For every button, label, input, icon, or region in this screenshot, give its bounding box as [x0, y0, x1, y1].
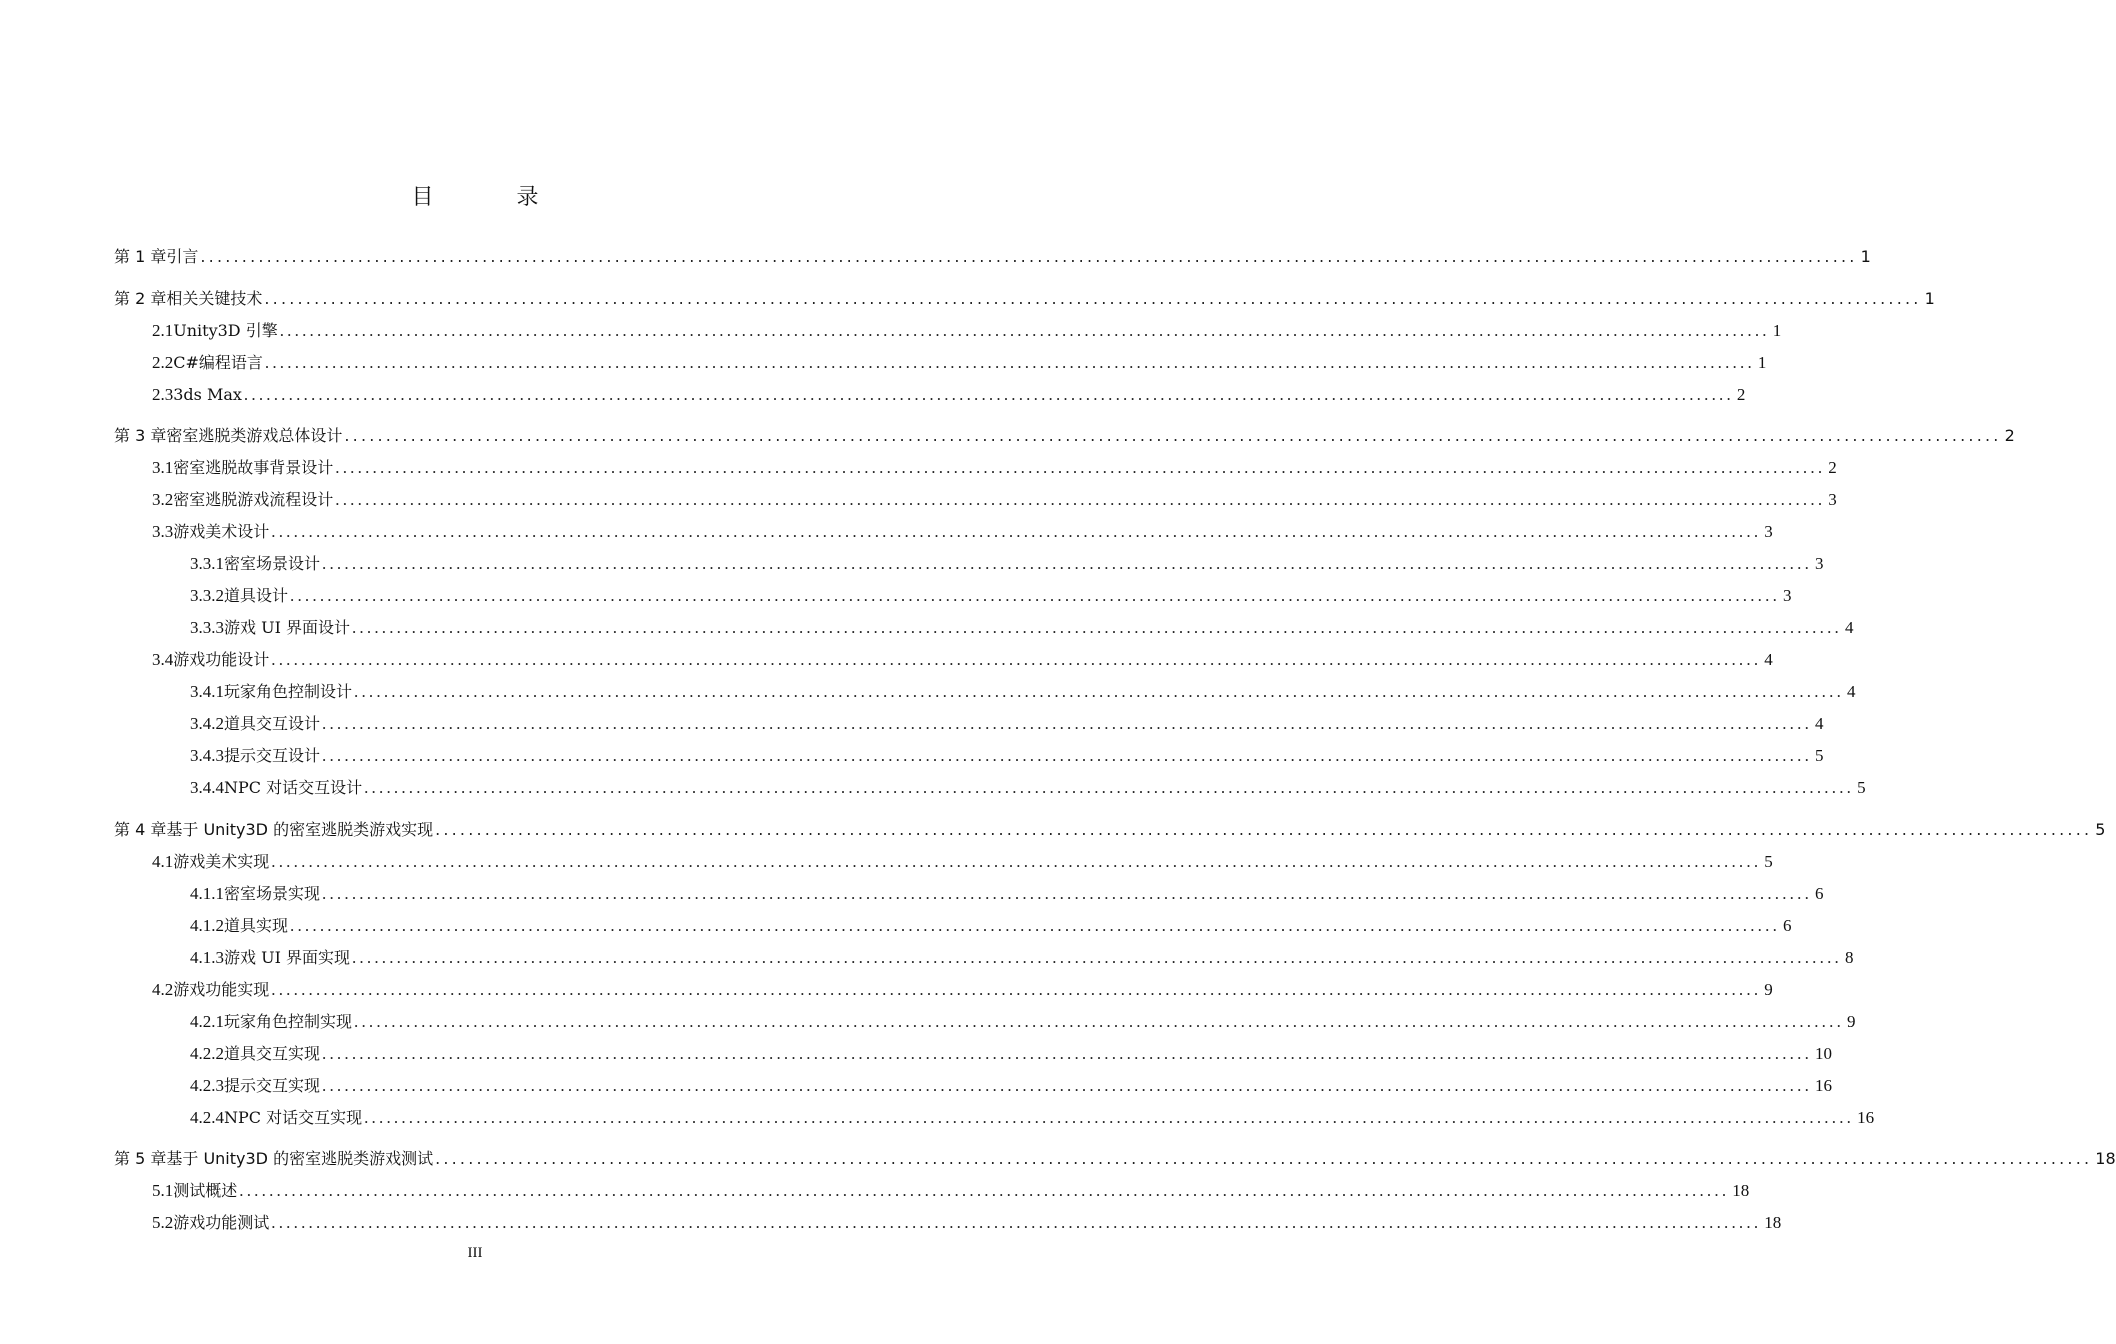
- toc-entry-number: 3.3.3: [190, 618, 224, 637]
- toc-entry-number: 2.2: [152, 352, 174, 372]
- toc-entry-page: 18: [1764, 1213, 1782, 1232]
- toc-entry[interactable]: [190, 1103, 1875, 1133]
- toc-entry-page: 5: [1857, 778, 1866, 797]
- toc-entry[interactable]: [152, 485, 1837, 515]
- toc-entry-page: 3: [1828, 490, 1837, 509]
- toc-entry-number: 4.1.3: [190, 947, 224, 967]
- toc-dot-leader: ........................................................................................................................................................................................................: [351, 618, 1842, 637]
- toc-entry-number: 2.1: [152, 320, 174, 340]
- toc-entry[interactable]: [190, 613, 1854, 643]
- toc-dot-leader: ........................................................................................................................................................................................................: [271, 522, 1762, 541]
- toc-entry[interactable]: [152, 517, 1773, 547]
- toc-dot-leader: ........................................................................................................................................................................................................: [354, 682, 1845, 701]
- toc-dot-leader: ........................................................................................................................................................................................................: [290, 586, 1781, 605]
- toc-entry[interactable]: [114, 242, 1871, 272]
- toc-entry-number: 4.2: [152, 979, 174, 999]
- toc-dot-leader: ........................................................................................................................................................................................................: [364, 1107, 1855, 1127]
- toc-entry-title: NPC 对话交互设计: [224, 778, 363, 797]
- toc-entry-page: 3: [1764, 522, 1773, 541]
- toc-entry-title: 游戏功能实现: [173, 979, 270, 999]
- toc-entry-page: 5: [2095, 819, 2106, 839]
- toc-entry-title: 道具实现: [224, 915, 289, 935]
- toc-entry[interactable]: [114, 421, 2015, 451]
- toc-entry-page: 4: [1815, 714, 1824, 733]
- toc-entry[interactable]: [190, 549, 1824, 579]
- toc-dot-leader: ........................................................................................................................................................................................................: [322, 883, 1813, 903]
- toc-entry-page: 8: [1844, 947, 1854, 967]
- toc-entry-number: 第 2 章: [114, 288, 167, 308]
- toc-entry-number: 4.2.4: [190, 1107, 224, 1127]
- toc-dot-leader: ........................................................................................................................................................................................................: [344, 426, 2002, 445]
- toc-entry-page: 16: [1815, 1075, 1833, 1095]
- toc-entry[interactable]: [190, 911, 1792, 941]
- toc-entry-page: 18: [2095, 1149, 2116, 1168]
- toc-entry[interactable]: [190, 581, 1792, 611]
- toc-entry-title: 玩家角色控制实现: [224, 1011, 353, 1031]
- toc-entry-page: 10: [1815, 1043, 1833, 1063]
- page-number: III: [467, 1245, 483, 1261]
- toc-entry-title: 密室逃脱游戏流程设计: [173, 490, 334, 509]
- toc-entry-title: 游戏美术实现: [173, 851, 270, 871]
- toc-entry-page: 1: [1757, 352, 1767, 372]
- toc-entry-number: 3.4.4: [190, 778, 224, 797]
- toc-entry-page: 2: [2004, 426, 2015, 445]
- toc-entry-title: 游戏功能测试: [173, 1213, 270, 1232]
- toc-dot-leader: ........................................................................................................................................................................................................: [354, 1011, 1845, 1031]
- toc-entry[interactable]: [114, 1144, 2116, 1174]
- toc-dot-leader: ........................................................................................................................................................................................................: [239, 1181, 1730, 1200]
- toc-entry-title: 游戏 UI 界面设计: [224, 618, 350, 637]
- toc-entry[interactable]: [152, 453, 1837, 483]
- toc-entry[interactable]: [190, 879, 1824, 909]
- toc-entry[interactable]: [190, 1007, 1856, 1037]
- toc-dot-leader: ........................................................................................................................................................................................................: [271, 650, 1762, 669]
- toc-entry-number: 5.2: [152, 1213, 174, 1232]
- toc-entry-title: 提示交互设计: [224, 746, 321, 765]
- toc-dot-leader: ........................................................................................................................................................................................................: [435, 819, 2093, 839]
- toc-entry-title: 道具交互设计: [224, 714, 321, 733]
- toc-entry-page: 4: [1764, 650, 1773, 669]
- toc-entry-title: C#编程语言: [173, 352, 263, 372]
- toc-entry[interactable]: [114, 815, 2106, 845]
- toc-entry-title: NPC 对话交互实现: [224, 1107, 363, 1127]
- toc-entry-page: 9: [1847, 1011, 1856, 1031]
- toc-entry[interactable]: [152, 316, 1782, 346]
- toc-entry-page: 18: [1732, 1181, 1750, 1200]
- toc-dot-leader: ........................................................................................................................................................................................................: [243, 384, 1734, 404]
- toc-dot-leader: ........................................................................................................................................................................................................: [322, 714, 1813, 733]
- toc-entry-number: 4.2.1: [190, 1011, 224, 1031]
- toc-entry[interactable]: [190, 943, 1854, 973]
- toc-entry-title: 游戏美术设计: [173, 522, 270, 541]
- toc-entry[interactable]: [114, 284, 1935, 314]
- toc-entry-title: 道具交互实现: [224, 1043, 321, 1063]
- toc-entry-page: 4: [1844, 618, 1854, 637]
- toc-entry-title: 道具设计: [224, 586, 289, 605]
- toc-dot-leader: ........................................................................................................................................................................................................: [322, 1075, 1813, 1095]
- toc-dot-leader: ........................................................................................................................................................................................................: [351, 947, 1842, 967]
- toc-entry-page: 3: [1815, 554, 1824, 573]
- page-title: 目 录: [411, 185, 577, 210]
- toc-entry[interactable]: [190, 773, 1866, 803]
- toc-entry-number: 4.2.3: [190, 1075, 224, 1095]
- toc-entry-page: 6: [1815, 883, 1824, 903]
- toc-entry-page: 16: [1857, 1107, 1875, 1127]
- toc-entry-number: 4.1.1: [190, 883, 224, 903]
- toc-entry-number: 第 1 章: [114, 247, 167, 266]
- toc-entry-page: 1: [1860, 247, 1871, 266]
- toc-dot-leader: ........................................................................................................................................................................................................: [335, 458, 1826, 477]
- toc-entry[interactable]: [152, 380, 1746, 410]
- toc-entry-title: 引言: [166, 247, 199, 266]
- toc-entry-number: 4.2.2: [190, 1043, 224, 1063]
- toc-entry-number: 3.3.2: [190, 586, 224, 605]
- toc-entry-page: 2: [1736, 384, 1746, 404]
- toc-dot-leader: ........................................................................................................................................................................................................: [364, 778, 1855, 797]
- toc-entry-title: 游戏功能设计: [173, 650, 270, 669]
- toc-dot-leader: ........................................................................................................................................................................................................: [271, 851, 1762, 871]
- toc-entry-page: 5: [1815, 746, 1824, 765]
- toc-entry-page: 3: [1783, 586, 1792, 605]
- toc-entry-number: 3.4: [152, 650, 174, 669]
- toc-entry-title: 密室逃脱故事背景设计: [173, 458, 334, 477]
- toc-entry-page: 4: [1847, 682, 1856, 701]
- toc-entry-title: Unity3D 引擎: [173, 320, 278, 340]
- toc-entry-number: 3.4.2: [190, 714, 224, 733]
- toc-entry-title: 提示交互实现: [224, 1075, 321, 1095]
- toc-entry-title: 基于 Unity3D 的密室逃脱类游戏测试: [166, 1149, 434, 1168]
- toc-dot-leader: ........................................................................................................................................................................................................: [435, 1149, 2093, 1168]
- toc-dot-leader: ........................................................................................................................................................................................................: [279, 320, 1770, 340]
- toc-entry[interactable]: [152, 1176, 1750, 1206]
- toc-dot-leader: ........................................................................................................................................................................................................: [271, 1213, 1762, 1232]
- toc-dot-leader: ........................................................................................................................................................................................................: [271, 979, 1762, 999]
- toc-entry-page: 5: [1764, 851, 1773, 871]
- toc-entry-number: 3.4.1: [190, 682, 224, 701]
- toc-entry-title: 3ds Max: [173, 384, 242, 404]
- toc-entry-page: 1: [1924, 288, 1935, 308]
- toc-entry-number: 4.1.2: [190, 915, 224, 935]
- toc-entry-number: 3.1: [152, 458, 174, 477]
- toc-entry-title: 密室场景实现: [224, 883, 321, 903]
- toc-entry-page: 9: [1764, 979, 1773, 999]
- toc-dot-leader: ........................................................................................................................................................................................................: [335, 490, 1826, 509]
- toc-entry[interactable]: [190, 1071, 1833, 1101]
- toc-entry[interactable]: [152, 847, 1773, 877]
- toc-entry[interactable]: [152, 645, 1773, 675]
- toc-dot-leader: ........................................................................................................................................................................................................: [322, 1043, 1813, 1063]
- toc-entry-title: 密室场景设计: [224, 554, 321, 573]
- toc-entry-number: 3.3.1: [190, 554, 224, 573]
- toc-entry[interactable]: [152, 1208, 1782, 1238]
- toc-entry-title: 玩家角色控制设计: [224, 682, 353, 701]
- toc-entry[interactable]: [190, 709, 1824, 739]
- toc-dot-leader: ........................................................................................................................................................................................................: [200, 247, 1858, 266]
- toc-entry[interactable]: [152, 975, 1773, 1005]
- toc-entry-title: 相关关键技术: [166, 288, 263, 308]
- toc-entry-title: 测试概述: [173, 1181, 238, 1200]
- toc-dot-leader: ........................................................................................................................................................................................................: [322, 746, 1813, 765]
- toc-dot-leader: ........................................................................................................................................................................................................: [264, 352, 1755, 372]
- toc-entry-number: 4.1: [152, 851, 174, 871]
- toc-dot-leader: ........................................................................................................................................................................................................: [322, 554, 1813, 573]
- toc-entry[interactable]: [190, 1039, 1833, 1069]
- toc-dot-leader: ........................................................................................................................................................................................................: [290, 915, 1781, 935]
- toc-entry-page: 1: [1772, 320, 1782, 340]
- toc-entry-title: 基于 Unity3D 的密室逃脱类游戏实现: [166, 819, 434, 839]
- toc-entry[interactable]: [152, 348, 1767, 378]
- toc-entry-number: 5.1: [152, 1181, 174, 1200]
- toc-entry-number: 第 4 章: [114, 819, 167, 839]
- toc-entry-number: 2.3: [152, 384, 174, 404]
- toc-entry-title: 密室逃脱类游戏总体设计: [166, 426, 343, 445]
- toc-entry[interactable]: [190, 677, 1856, 707]
- toc-entry-page: 6: [1783, 915, 1792, 935]
- toc-entry-page: 2: [1828, 458, 1837, 477]
- toc-entry-number: 第 3 章: [114, 426, 167, 445]
- toc-entry-number: 3.4.3: [190, 746, 224, 765]
- toc-entry[interactable]: [190, 741, 1824, 771]
- toc-entry-number: 3.3: [152, 522, 174, 541]
- toc-entry-number: 3.2: [152, 490, 174, 509]
- toc-dot-leader: ........................................................................................................................................................................................................: [264, 288, 1922, 308]
- toc-entry-number: 第 5 章: [114, 1149, 167, 1168]
- toc-entry-title: 游戏 UI 界面实现: [224, 947, 350, 967]
